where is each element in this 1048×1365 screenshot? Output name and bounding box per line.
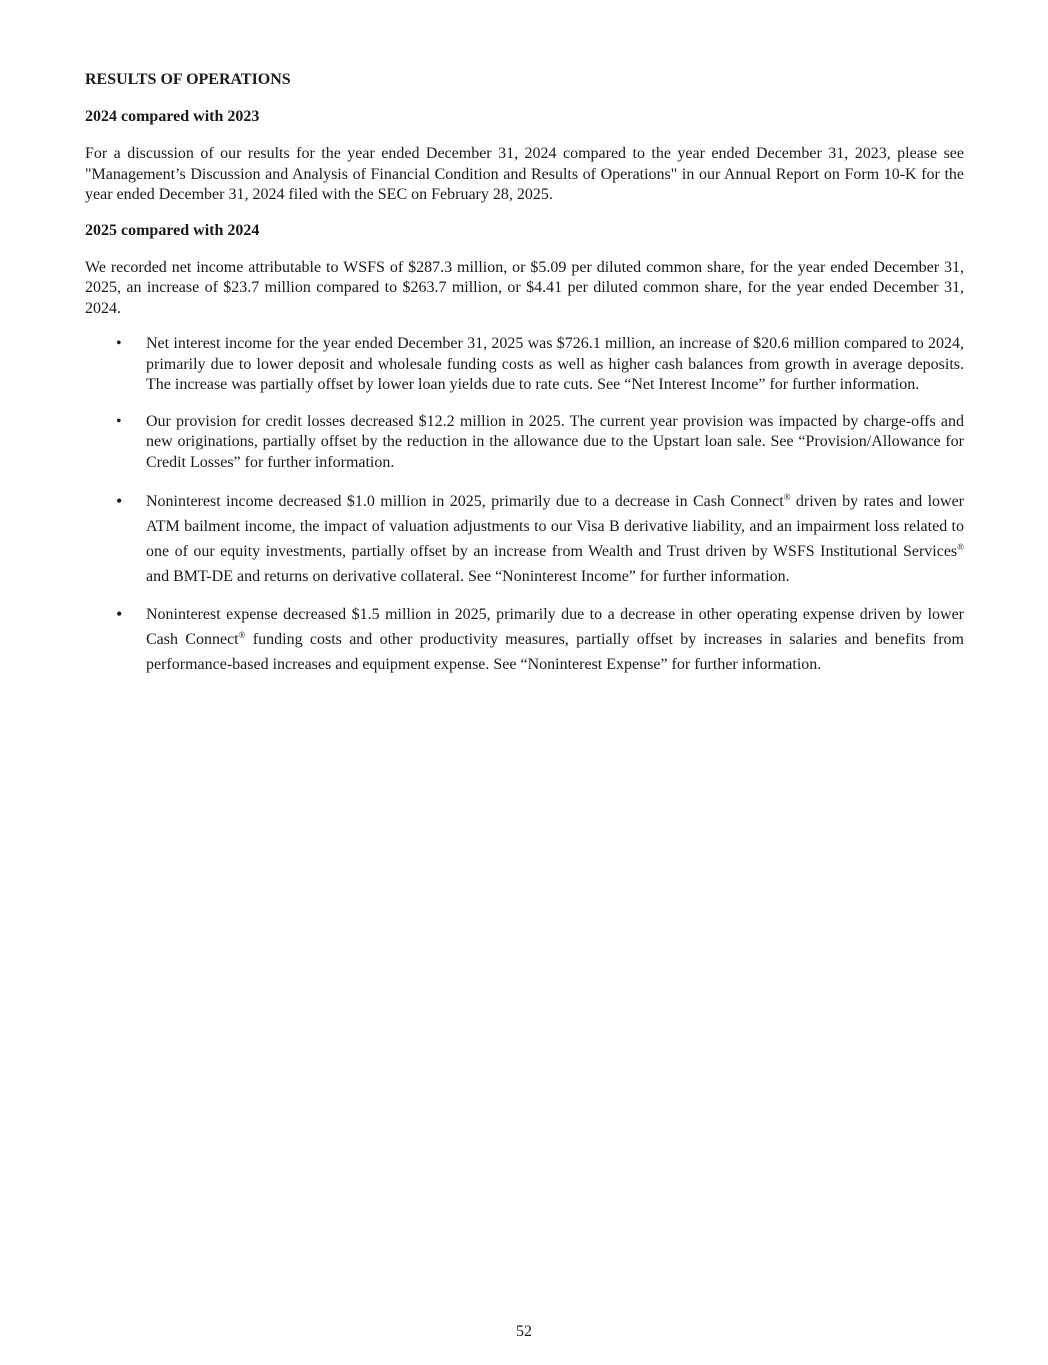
bullet-noninterest-expense (85, 602, 964, 677)
bullet-net-interest-income (85, 334, 964, 396)
bullet-noninterest-income (85, 489, 964, 589)
page-number: 52 (516, 1323, 532, 1340)
paragraph-net-income-summary: We recorded net income attributable to WSFS of $287.3 million, or $5.09 per diluted common share, for the year ended December 31, 2025, an increase of $23.7 million compared to $263.7 million, or $4.41 per diluted common share, for the year ended December 31, 2024. (85, 258, 964, 317)
bullet-text: Noninterest expense decreased $1.5 million in 2025, primarily due to a decrease in other operating expense driven by lower Cash Connect® funding costs and other productivity measures, partially offset by increases in salaries and benefits from performance-based increases and equipment expense. See “Noninterest Expense” for further information. (146, 606, 964, 673)
subheading-2024-vs-2023: 2024 compared with 2023 (85, 108, 260, 125)
registered-mark: ® (957, 542, 964, 552)
bullet-marker: • (116, 412, 122, 430)
bullet-marker: • (116, 604, 123, 624)
bullet-provision-credit-losses (85, 412, 964, 474)
bullet-text: Our provision for credit losses decreased $12.2 million in 2025. The current year provision was impacted by charge-offs and new originations, partially offset by the reduction in the allowance due to the Upstart loan sale. See “Provision/Allowance for Credit Losses” for further information. (146, 412, 964, 471)
registered-mark: ® (238, 630, 246, 640)
document-page (85, 70, 964, 690)
paragraph-2024-vs-2023: For a discussion of our results for the year ended December 31, 2024 compared to the year ended December 31, 2023, please see "Management’s Discussion and Analysis of Financial Condition and Results of Operations" in our Annual Report on Form 10-K for the year ended December 31, 2024 filed with the SEC on February 28, 2025. (85, 145, 964, 203)
results-bullet-list (85, 334, 964, 677)
section-heading: RESULTS OF OPERATIONS (85, 71, 291, 88)
bullet-marker: • (116, 335, 122, 352)
bullet-text: Net interest income for the year ended December 31, 2025 was $726.1 million, an increase of $20.6 million compared to 2024, primarily due to lower deposit and wholesale funding costs as well as higher cash balances from growth in average deposits. The increase was partially offset by lower loan yields due to rate cuts. See “Net Interest Income” for further information. (146, 335, 964, 393)
subheading-2025-vs-2024: 2025 compared with 2024 (85, 221, 260, 239)
bullet-text: Noninterest income decreased $1.0 million in 2025, primarily due to a decrease in Cash Connect® driven by rates and lower ATM bailment income, the impact of valuation adjustments to our Visa B derivative liability, and an impairment loss related to one of our equity investments, partially offset by an increase from Wealth and Trust driven by WSFS Institutional Services® and BMT-DE and returns on derivative collateral. See “Noninterest Income” for further information. (146, 492, 964, 585)
bullet-marker: • (116, 491, 123, 511)
registered-mark: ® (783, 492, 791, 502)
